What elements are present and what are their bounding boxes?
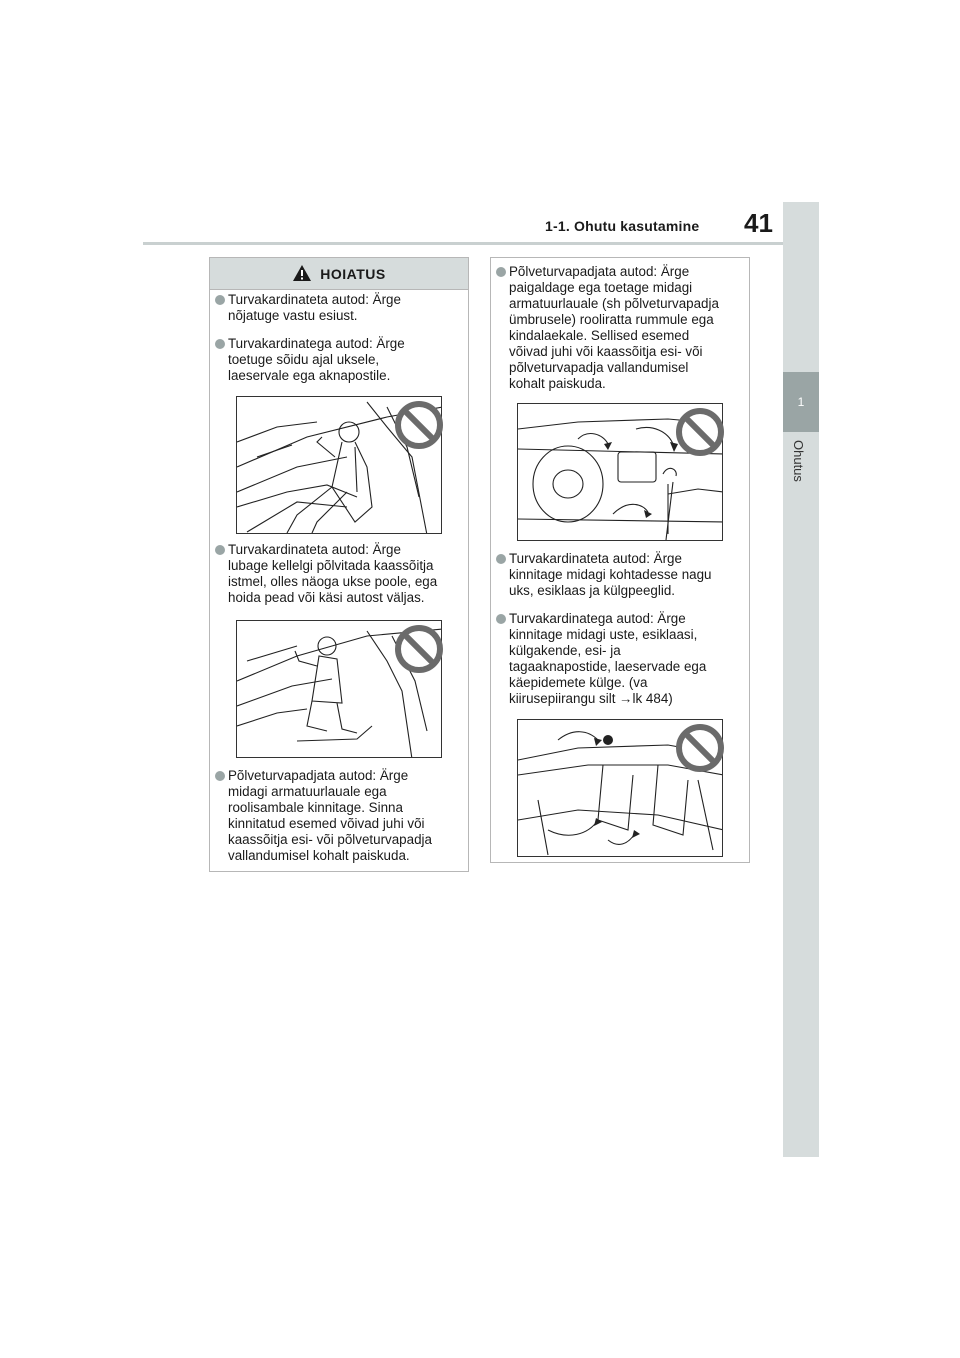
bullet-icon <box>215 771 225 781</box>
warning-item <box>213 336 465 384</box>
warning-triangle-icon <box>292 264 312 282</box>
warning-item-text: Põlveturvapadjata autod: Ärge midagi armatuurlauale ega roolisambale kinnitage. Sinna kinnitatud esemed võivad juhi või kaassõitja esi- või põlveturvapadja vallandumisel kohalt paiskuda. <box>228 768 432 863</box>
bullet-icon <box>496 614 506 624</box>
warning-title: HOIATUS <box>320 266 386 282</box>
warning-item <box>213 768 465 864</box>
warning-item <box>494 551 746 599</box>
bullet-icon <box>215 295 225 305</box>
warning-item-text: Turvakardinatega autod: Ärge toetuge sõidu ajal uksele, laeservale ega aknapostile. <box>228 336 405 383</box>
warning-item <box>494 264 746 392</box>
warning-item-text: Turvakardinateta autod: Ärge kinnitage midagi kohtadesse nagu uks, esiklaas ja külgpeeglid. <box>509 551 712 598</box>
prohibition-icon <box>394 400 444 450</box>
warning-header <box>210 258 468 290</box>
warning-box-right <box>490 257 750 863</box>
warning-item <box>213 542 465 606</box>
prohibition-icon <box>675 407 725 457</box>
warning-item-text: Turvakardinateta autod: Ärge lubage kellelgi põlvitada kaassõitja istmel, olles näoga ukse poole, ega hoida pead või käsi autost väljas. <box>228 542 438 605</box>
prohibition-icon <box>394 624 444 674</box>
section-title: 1-1. Ohutu kasutamine <box>545 218 700 234</box>
warning-item <box>213 292 465 324</box>
warning-item <box>494 611 746 707</box>
warning-item-text: Põlveturvapadjata autod: Ärge paigaldage ega toetage midagi armatuurlauale (sh põlveturvapadja ümbrusele) rooliratta rummule ega kindalaekale. Sellised esemed võivad juhi või kaassõitja esi- või põlveturvapadja vallandumisel kohalt paiskuda. <box>509 264 719 391</box>
bullet-icon <box>496 554 506 564</box>
bullet-icon <box>215 339 225 349</box>
chapter-label: Ohutus <box>791 440 806 482</box>
page-number: 41 <box>744 208 773 238</box>
warning-item-text: Turvakardinatega autod: Ärge kinnitage midagi uste, esiklaasi, külgakende, esi- ja tagaaknapostide, laeservade ega käepidemete külge. (va kiirusepiirangu silt →lk 484) <box>509 611 707 706</box>
header-rule <box>143 242 783 245</box>
prohibition-icon <box>675 723 725 773</box>
chapter-label-wrap <box>782 440 818 500</box>
warning-item-text: Turvakardinateta autod: Ärge nõjatuge vastu esiust. <box>228 292 401 323</box>
chapter-number: 1 <box>797 395 805 409</box>
chapter-side-tab <box>783 202 819 1157</box>
bullet-icon <box>496 267 506 277</box>
warning-box-left <box>209 257 469 872</box>
bullet-icon <box>215 545 225 555</box>
